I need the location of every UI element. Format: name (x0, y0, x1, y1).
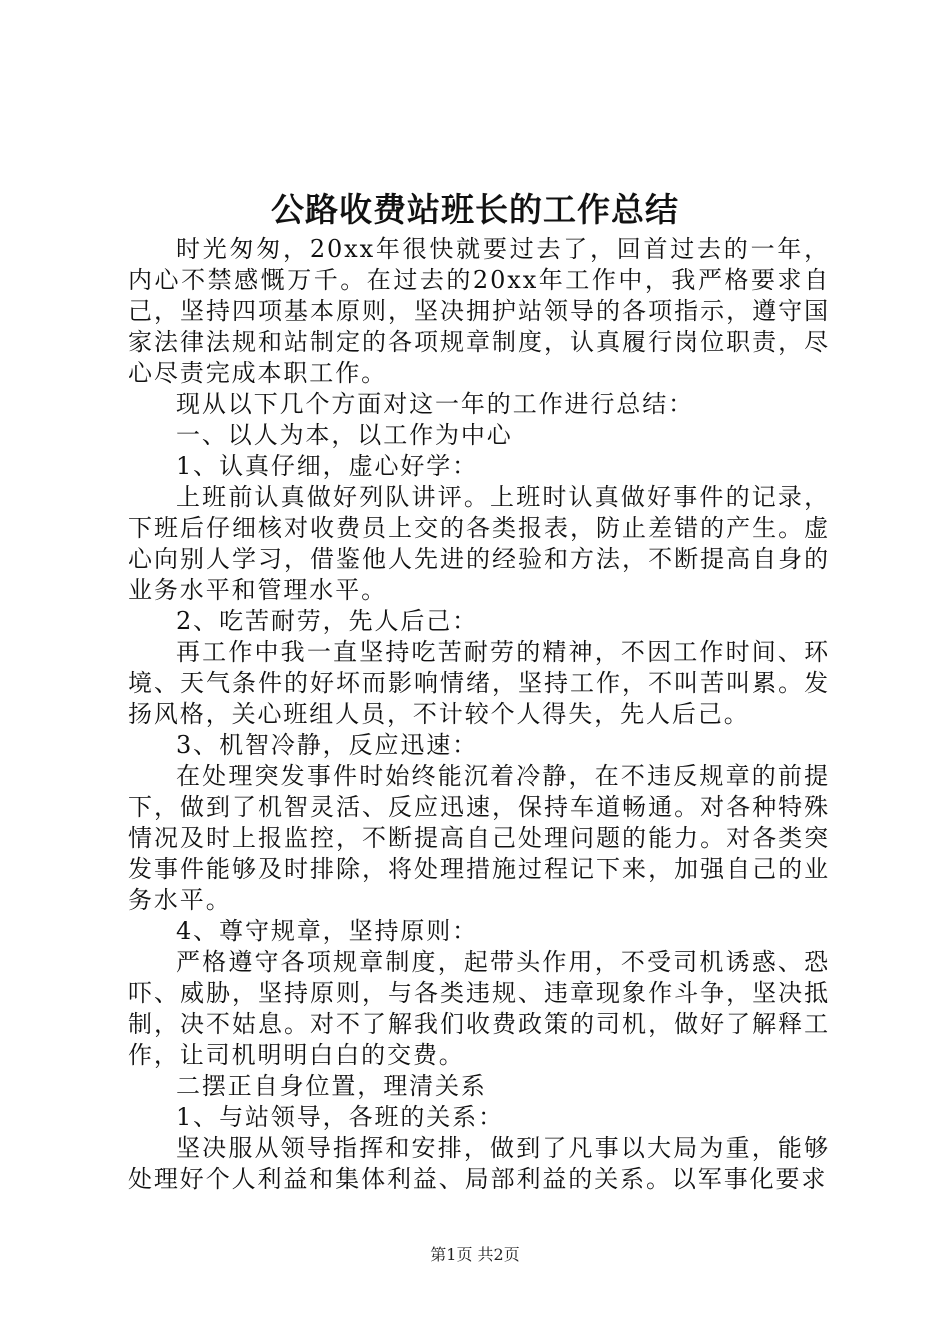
subheading-1-3: 3、机智冷静，反应迅速： (176, 731, 479, 759)
subheading-1-1: 1、认真仔细，虚心好学： (176, 452, 479, 480)
document-body (128, 234, 830, 1195)
subheading-2-1: 1、与站领导，各班的关系： (176, 1103, 504, 1131)
section-heading-2: 二摆正自身位置，理清关系 (176, 1072, 487, 1100)
paragraph-1-1: 上班前认真做好列队讲评。上班时认真做好事件的记录，下班后仔细核对收费员上交的各类报表，防止差错的产生。虚心向别人学习，借鉴他人先进的经验和方法，不断提高自身的业务水平和管理水平。 (128, 483, 830, 604)
paragraph-1-4: 严格遵守各项规章制度，起带头作用，不受司机诱惑、恐吓、威胁，坚持原则，与各类违规、违章现象作斗争，坚决抵制，决不姑息。对不了解我们收费政策的司机，做好了解释工作，让司机明明白白的交费。 (128, 948, 830, 1069)
page-number-footer: 第1页 共2页 (430, 1245, 520, 1264)
document-title: 公路收费站班长的工作总结 (271, 190, 679, 229)
subheading-1-2: 2、吃苦耐劳，先人后己： (176, 607, 479, 635)
section-heading-1: 一、以人为本，以工作为中心 (176, 421, 513, 449)
paragraph-1-2: 再工作中我一直坚持吃苦耐劳的精神，不因工作时间、环境、天气条件的好坏而影响情绪，坚持工作，不叫苦叫累。发扬风格，关心班组人员，不计较个人得失，先人后己。 (128, 638, 830, 728)
paragraph-intro: 时光匆匆，20xx年很快就要过去了，回首过去的一年，内心不禁感慨万千。在过去的20xx年工作中，我严格要求自己，坚持四项基本原则，坚决拥护站领导的各项指示，遵守国家法律法规和站制定的各项规章制度，认真履行岗位职责，尽心尽责完成本职工作。 (128, 235, 830, 387)
paragraph-1-3: 在处理突发事件时始终能沉着冷静，在不违反规章的前提下，做到了机智灵活、反应迅速，保持车道畅通。对各种特殊情况及时上报监控，不断提高自己处理问题的能力。对各类突发事件能够及时排除，将处理措施过程记下来，加强自己的业务水平。 (128, 762, 830, 914)
paragraph-summary-lead: 现从以下几个方面对这一年的工作进行总结： (176, 390, 694, 418)
subheading-1-4: 4、尊守规章，坚持原则： (176, 917, 479, 945)
paragraph-2-1: 坚决服从领导指挥和安排，做到了凡事以大局为重，能够处理好个人利益和集体利益、局部利益的关系。以军事化要求 (128, 1134, 830, 1193)
